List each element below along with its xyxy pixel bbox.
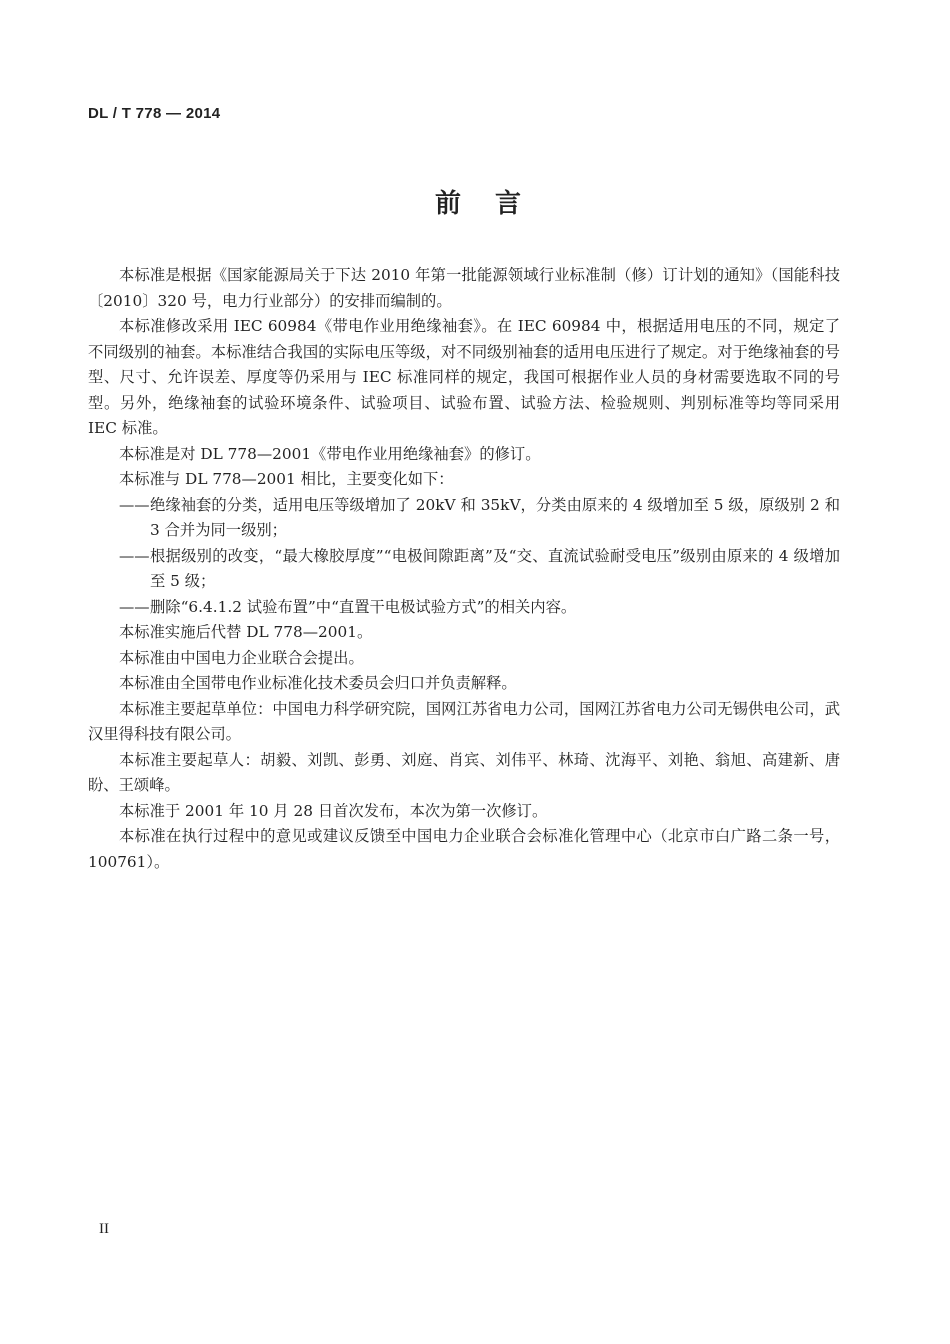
paragraph: 本标准主要起草单位：中国电力科学研究院，国网江苏省电力公司，国网江苏省电力公司无锡供电公司，武汉里得科技有限公司。 — [88, 699, 840, 743]
paragraph: 本标准实施后代替 DL 778—2001。 — [119, 623, 373, 641]
change-item — [88, 595, 840, 621]
paragraph: 本标准主要起草人：胡毅、刘凯、彭勇、刘庭、肖宾、刘伟平、林琦、沈海平、刘艳、翁旭、高建新、唐盼、王颂峰。 — [88, 750, 840, 794]
paragraph: 本标准是根据《国家能源局关于下达 2010 年第一批能源领域行业标准制（修）订计划的通知》（国能科技〔2010〕320 号，电力行业部分）的安排而编制的。 — [88, 266, 840, 310]
paragraph: 本标准于 2001 年 10 月 28 日首次发布，本次为第一次修订。 — [119, 801, 548, 820]
paragraph: 本标准在执行过程中的意见或建议反馈至中国电力企业联合会标准化管理中心（北京市白广路二条一号，100761）。 — [88, 827, 840, 871]
page-title: 前言 — [434, 189, 555, 219]
change-item — [88, 493, 840, 544]
change-text: 根据级别的改变，“最大橡胶厚度”“电极间隙距离”及“交、直流试验耐受电压”级别由原来的 4 级增加至 5 级； — [150, 546, 840, 590]
dash-marker: —— — [119, 597, 150, 616]
paragraph: 本标准是对 DL 778—2001《带电作业用绝缘袖套》的修订。 — [119, 444, 541, 463]
change-item — [88, 544, 840, 595]
paragraph: 本标准由全国带电作业标准化技术委员会归口并负责解释。 — [119, 674, 517, 692]
foreword-body — [88, 263, 840, 875]
paragraph: 本标准与 DL 778—2001 相比，主要变化如下： — [119, 470, 454, 488]
dash-marker: —— — [119, 495, 150, 514]
paragraph: 本标准修改采用 IEC 60984《带电作业用绝缘袖套》。在 IEC 60984 中，根据适用电压的不同，规定了不同级别的袖套。本标准结合我国的实际电压等级，对不同级别袖套的适用电压进行了规定。对于绝缘袖套的号型、尺寸、允许误差、厚度等仍采用与 IEC 标准同样的规定，我国可根据作业人员的身材需要选取不同的号型。另外，绝缘袖套的试验环境条件、试验项目、试验布置、试验方法、检验规则、判别标准等均等同采用 IEC 标准。 — [88, 317, 840, 437]
page-number: II — [99, 1221, 109, 1237]
dash-marker: —— — [119, 546, 150, 565]
paragraph: 本标准由中国电力企业联合会提出。 — [119, 648, 364, 667]
standard-code-header: DL / T 778 — 2014 — [88, 105, 221, 122]
change-text: 删除“6.4.1.2 试验布置”中“直置干电极试验方式”的相关内容。 — [150, 597, 577, 616]
change-text: 绝缘袖套的分类，适用电压等级增加了 20kV 和 35kV，分类由原来的 4 级增加至 5 级，原级别 2 和 3 合并为同一级别； — [150, 495, 840, 539]
